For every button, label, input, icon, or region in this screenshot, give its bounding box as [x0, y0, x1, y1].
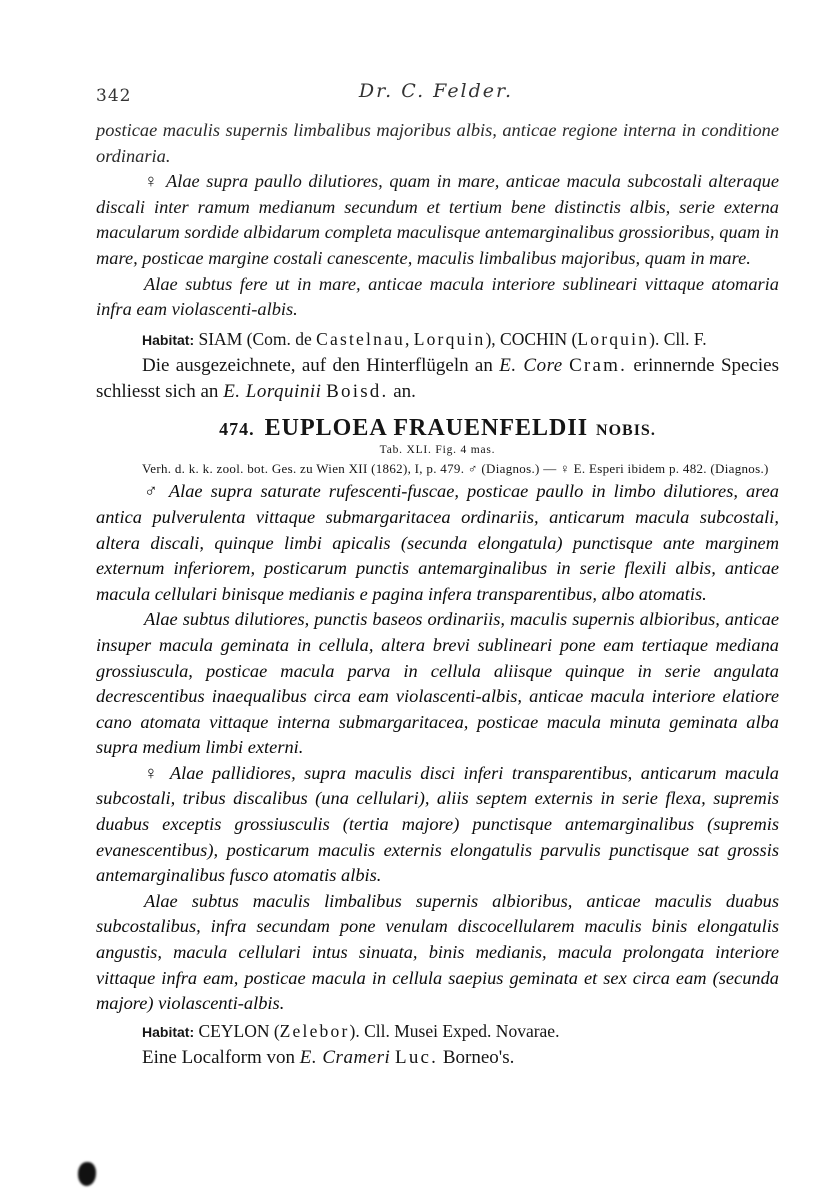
species-name: E. Core [499, 355, 563, 377]
page-body [96, 118, 779, 1071]
species-title: EUPLOEA FRAUENFELDII [264, 415, 589, 442]
collector-name: Lorquin [413, 328, 486, 349]
running-head: Dr. C. Felder. [358, 80, 514, 102]
habitat-label: Habitat: [142, 331, 195, 348]
page-number: 342 [96, 86, 132, 106]
author-name: Boisd. [326, 381, 389, 403]
species-name: E. Lorquinii [223, 381, 322, 403]
species-heading [96, 415, 779, 442]
ink-blot [78, 1162, 96, 1186]
literature-reference: Verh. d. k. k. zool. bot. Ges. zu Wien XII (1862), I, p. 479. ♂ (Diagnos.) — ♀ E. Esperi ibidem p. 482. (Diagnos.) [142, 461, 769, 477]
habitat-label: Habitat: [142, 1023, 195, 1040]
author-name: Cram. [569, 355, 628, 377]
local-form-remark: Eine Localform von E. Crameri Luc. Borneo's. [142, 1047, 515, 1069]
collector-name: Lorquin [577, 328, 650, 349]
plate-reference: Tab. XLI. Fig. 4 mas. [379, 444, 496, 457]
species-number: 474. [219, 419, 255, 440]
species-name: E. Crameri [299, 1047, 391, 1069]
male-underside-paragraph: Alae subtus dilutiores, punctis baseos ordinariis, maculis supernis albioribus, anticae insuper macula geminata in cellula, altera brevi sublineari pone eam tertiaque mediana grossiuscula, posticae macula parva in cellula aliisque quinque in serie angulata decrescentibus inaequalibus circa eam violascenti-albis, anticae macula interiore elatiore cano atomata vittaque interna submargaritacea, posticae macula minuta geminata alba supra medium limbi externi. [96, 609, 779, 758]
species-author: NOBIS. [596, 422, 656, 440]
female-upperside-paragraph: ♀ Alae pallidiores, supra maculis disci inferi transparentibus, anticarum macula subcostali, tribus discalibus (una cellulari), aliis septem externis in serie flexa, supremis duabus exceptis grossiusculis (tertia majore) punctisque antemarginalibus (supremis evanescentibus), posticarum maculis externis elongatulis parvulis punctisque sat grossis antemarginalibus fusco atomatis albis. [96, 762, 779, 886]
collector-name: Zelebor [279, 1020, 350, 1041]
habitat-line: Habitat: CEYLON (Zelebor). Cll. Musei Exped. Novarae. [142, 1020, 560, 1041]
female-underside-paragraph: Alae subtus maculis limbalibus supernis albioribus, anticae maculis duabus subcostalibus, infra secundam pone venulam discocellularem maculis binis elongatulis angustis, macula cellulari intus sinuata, binis medianis, macula prolongata interiore vittaque infra eam, posticae macula in cellula saepius geminata et sex circa eam (secunda majore) violascenti-albis. [96, 890, 779, 1014]
continuation-paragraph: posticae maculis supernis limbalibus majoribus albis, anticae regione interna in conditione ordinaria. [96, 120, 779, 166]
collector-name: Castelnau [316, 328, 405, 349]
author-name: Luc. [395, 1047, 439, 1069]
male-description-paragraph: ♂ Alae supra saturate rufescenti-fuscae, posticae paullo in limbo dilutiores, area antica pulverulenta vittaque submargaritacea ordinariis, anticarum macula subcostali, altera discali, quinque limbi apicalis (secunda elongatula) punctisque ante marginem externum inferiorem, posticarum punctis antemarginalibus in serie flexili albis, anticae macula cellulari binisque medianis e pagina infera transparentibus, albo atomatis. [96, 481, 779, 604]
female-description-paragraph: ♀ Alae supra paullo dilutiores, quam in mare, anticae macula subcostali alteraque discali inter ramum medianum secundum et tertium bene distinctis albis, serie externa macularum sordide albidarum completa maculisque antemarginalibus grossioribus, quam in mare, posticae margine costali canescente, maculis limbalibus majoribus, quam in mare. [96, 171, 779, 268]
page-header [96, 80, 776, 106]
habitat-line: Habitat: SIAM (Com. de Castelnau, Lorquin), COCHIN (Lorquin). Cll. F. [142, 328, 707, 349]
german-remark: Die ausgezeichnete, auf den Hinterflügeln an E. Core Cram. erinnernde Species schliesst sich an E. Lorquinii Boisd. an. [96, 355, 779, 403]
female-underside-paragraph: Alae subtus fere ut in mare, anticae macula interiore sublineari vittaque atomaria infra eam violascenti-albis. [96, 273, 779, 320]
